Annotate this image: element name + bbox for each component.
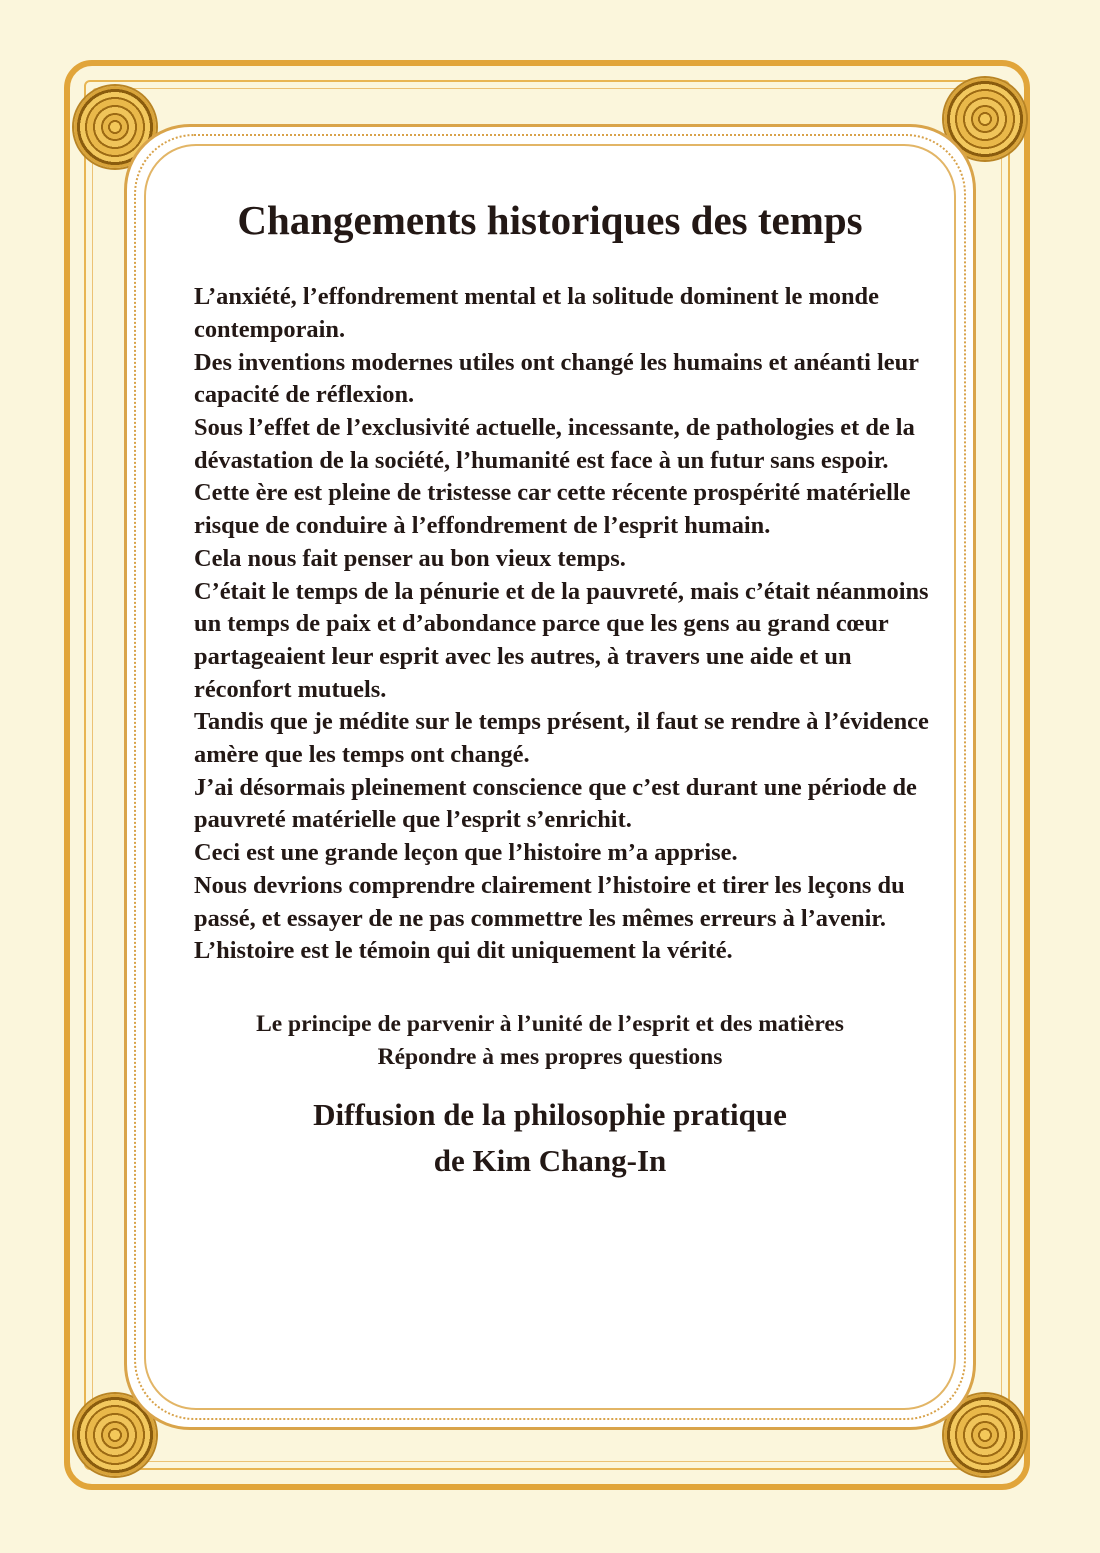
paragraph: C’était le temps de la pénurie et de la pauvreté, mais c’était néanmoins un temps de paix et d’abondance parce que les gens au grand cœur partageaient leur esprit avec les autres, à travers une aide et un réconfort mutuels. <box>194 577 929 703</box>
paragraph: Nous devrions comprendre clairement l’histoire et tirer les leçons du passé, et essayer de ne pas commettre les mêmes erreurs à l’avenir. <box>194 871 905 932</box>
paragraph: L’anxiété, l’effondrement mental et la solitude dominent le monde contemporain. <box>194 283 879 343</box>
paragraph: Cette ère est pleine de tristesse car cette récente prospérité matérielle risque de conduire à l’effondrement de l’esprit humain. <box>194 479 911 540</box>
paragraph: L’histoire est le témoin qui dit uniquement la vérité. <box>194 937 733 965</box>
principle-subline: Répondre à mes propres questions <box>377 1043 723 1070</box>
paragraph: Tandis que je médite sur le temps présent, il faut se rendre à l’évidence amère que les temps ont changé. <box>194 708 929 769</box>
paragraph: Ceci est une grande leçon que l’histoire m’a apprise. <box>194 839 738 867</box>
page-title: Changements historiques des temps <box>237 197 863 243</box>
poem-body <box>150 245 950 968</box>
paragraph: Sous l’effet de l’exclusivité actuelle, incessante, de pathologies et de la dévastation de la société, l’humanité est face à un futur sans espoir. <box>194 414 915 474</box>
paragraph: Cela nous fait penser au bon vieux temps. <box>194 544 626 572</box>
paragraph: Des inventions modernes utiles ont changé les humains et anéanti leur capacité de réflexion. <box>194 348 919 409</box>
author-line: de Kim Chang-In <box>433 1142 667 1178</box>
paragraph: J’ai désormais pleinement conscience que c’est durant une période de pauvreté matérielle que l’esprit s’enrichit. <box>194 773 917 834</box>
document-content <box>150 196 950 1184</box>
diffusion-line: Diffusion de la philosophie pratique <box>313 1096 787 1132</box>
principle-caption <box>150 1008 950 1074</box>
principle-line: Le principe de parvenir à l’unité de l’esprit et des matières <box>256 1010 844 1037</box>
diffusion-caption <box>150 1092 950 1184</box>
